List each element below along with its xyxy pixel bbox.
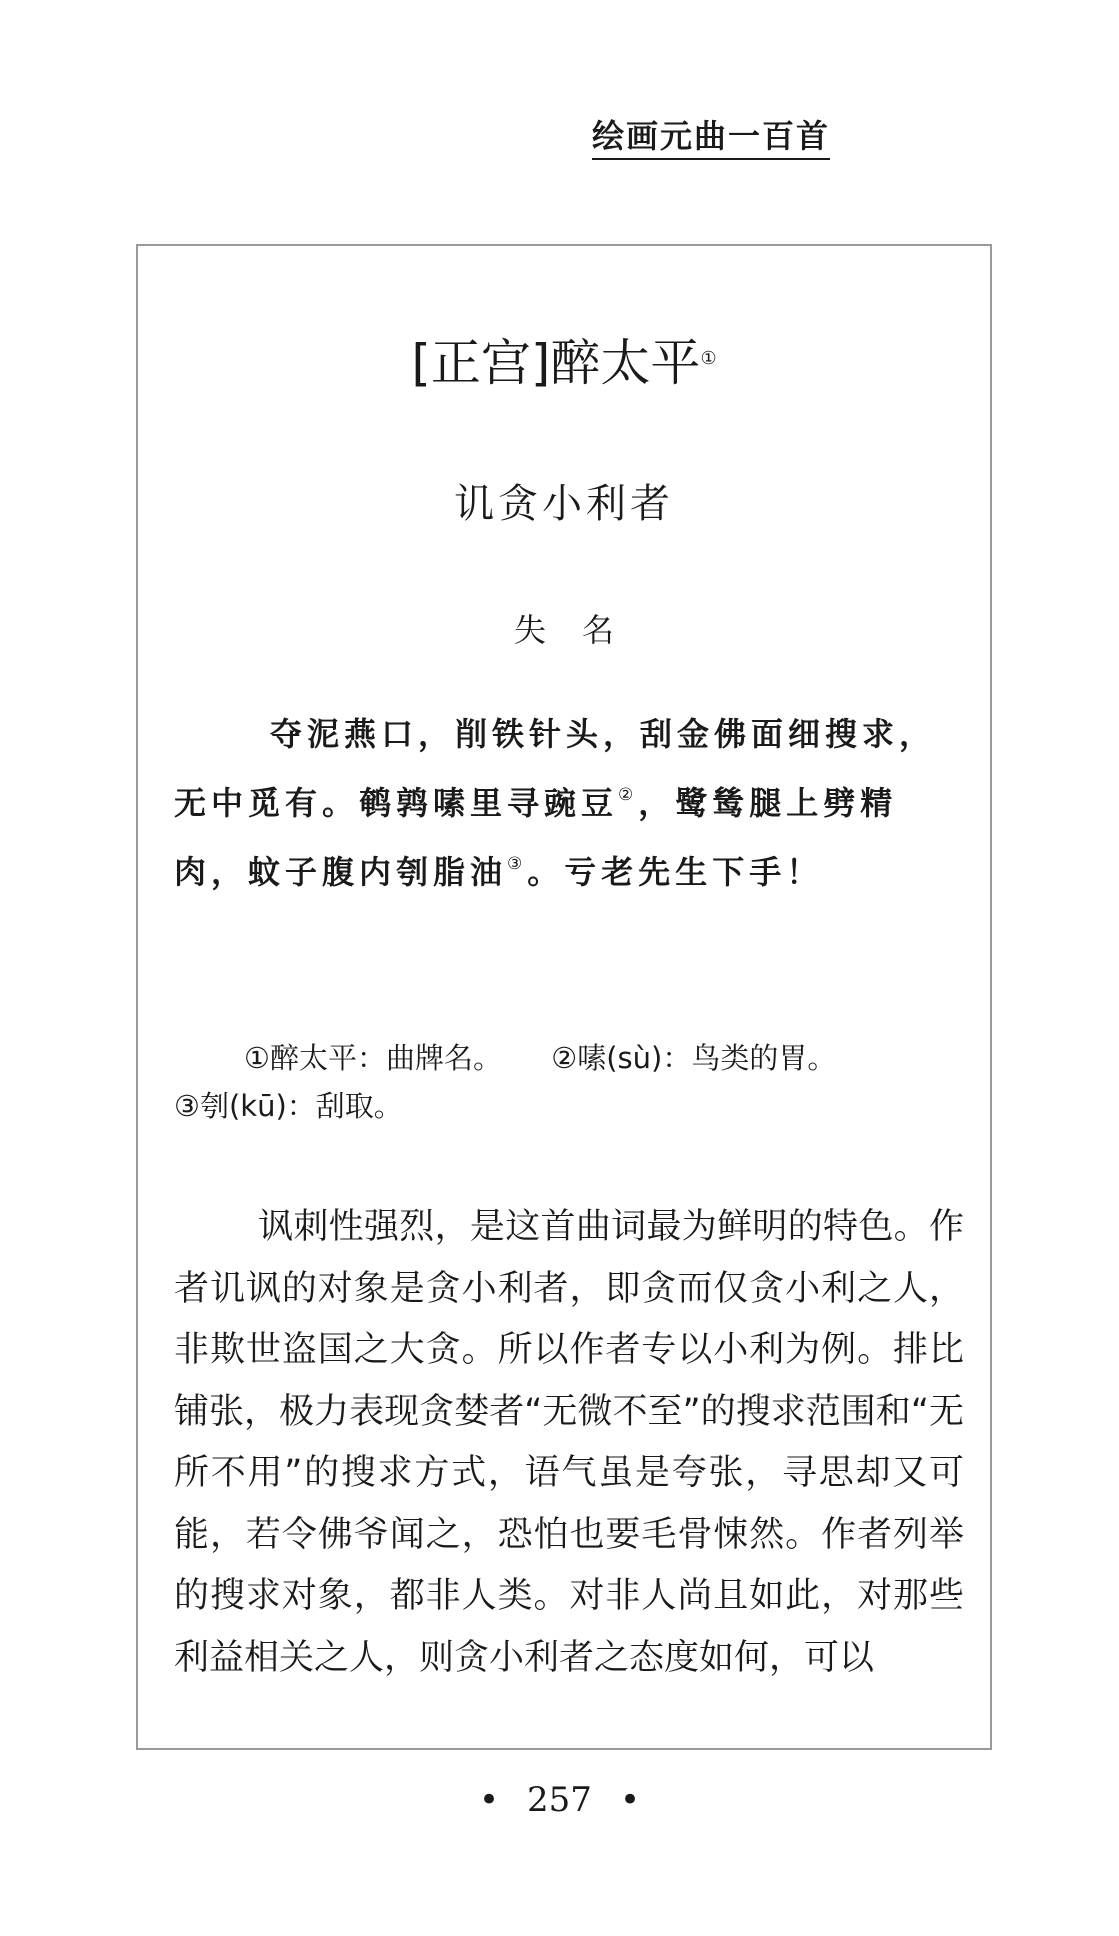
footnote-3: ③刳(kū)：刮取。 bbox=[174, 1089, 403, 1123]
footnote-mark-3: ③ bbox=[507, 854, 528, 874]
poem-title-text: [正宫]醉太平 bbox=[411, 334, 701, 392]
poem-subtitle: 讥贪小利者 bbox=[454, 481, 674, 527]
poem-author: 失名 bbox=[513, 611, 650, 649]
footnote-mark-2: ② bbox=[618, 785, 639, 805]
page-bullet-left: • bbox=[478, 1780, 500, 1820]
poem-title bbox=[138, 331, 990, 395]
commentary-paragraph: 讽刺性强烈，是这首曲词最为鲜明的特色。作者讥讽的对象是贪小利者，即贪而仅贪小利之人，非欺世盗国之大贪。所以作者专以小利为例。排比铺张，极力表现贪婪者“无微不至”的搜求范围和“无所不用”的搜求方式，语气虽是夸张，寻思却又可能，若令佛爷闻之，恐怕也要毛骨悚然。作者列举的搜求对象，都非人类。对非人尚且如此，对那些利益相关之人，则贪小利者之态度如何，可以 bbox=[174, 1207, 964, 1678]
poem-part-2: ，鹭鸶腿上劈精肉，蚊子腹内刳脂油 bbox=[174, 784, 898, 891]
footnote-1: ①醉太平：曲牌名。 bbox=[244, 1041, 502, 1075]
running-head: 绘画元曲一百首 bbox=[592, 116, 830, 160]
content-frame bbox=[136, 244, 992, 1750]
footnotes bbox=[174, 1034, 964, 1130]
page-bullet-right: • bbox=[619, 1780, 641, 1820]
poem-text bbox=[174, 700, 964, 907]
page-footer bbox=[0, 1778, 1119, 1822]
poem-part-1: 夺泥燕口，削铁针头，刮金佛面细搜求，无中觅有。鹌鹑嗉里寻豌豆 bbox=[174, 715, 937, 822]
footnote-mark-1: ① bbox=[700, 348, 717, 369]
poem-part-3: 。亏老先生下手！ bbox=[527, 853, 824, 891]
footnote-2: ②嗉(sù)：鸟类的胃。 bbox=[551, 1041, 837, 1075]
page-number: 257 bbox=[527, 1780, 592, 1820]
